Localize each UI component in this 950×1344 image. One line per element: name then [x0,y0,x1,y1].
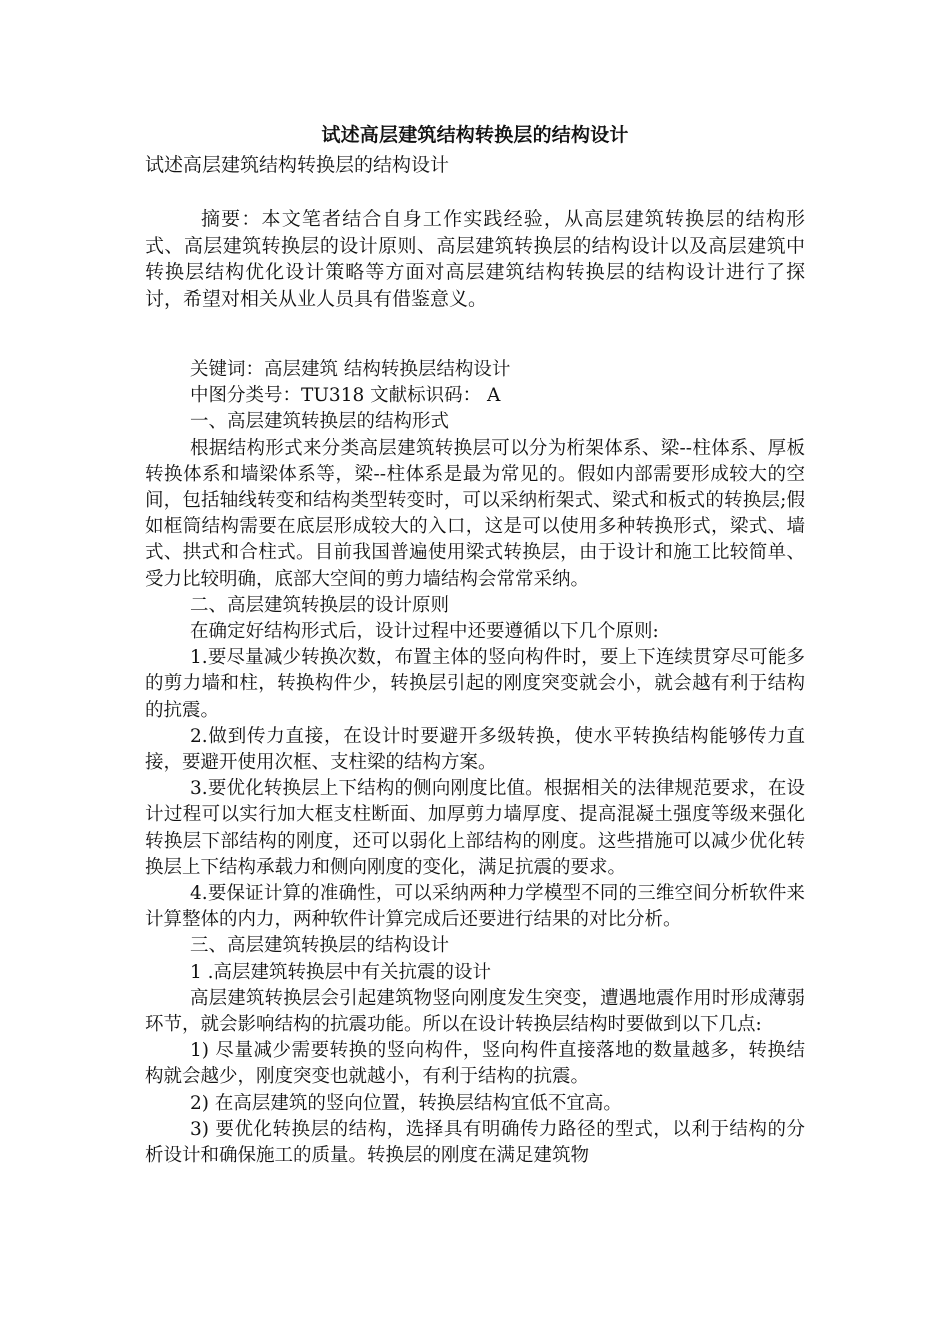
point-1: 1) 尽量减少需要转换的竖向构件，竖向构件直接落地的数量越多，转换结构就会越少，刚度突变也就越小，有利于结构的抗震。 [145,1040,805,1088]
document-subtitle: 试述高层建筑结构转换层的结构设计 [145,154,450,176]
principle-1: 1.要尽量减少转换次数，布置主体的竖向构件时，要上下连续贯穿尽可能多的剪力墙和柱，转换构件少，转换层引起的刚度突变就会小，就会越有利于结构的抗震。 [145,647,805,721]
principle-2: 2.做到传力直接，在设计时要避开多级转换，使水平转换结构能够传力直接，要避开使用次框、支柱梁的结构方案。 [145,725,805,774]
document-title: 试述高层建筑结构转换层的结构设计 [321,124,629,146]
section3-sub1-paragraph: 高层建筑转换层会引起建筑物竖向刚度发生突变，遭遇地震作用时形成薄弱环节，就会影响结构的抗震功能。所以在设计转换层结构时要做到以下几点: [145,987,805,1036]
abstract-paragraph: 摘要：本文笔者结合自身工作实践经验，从高层建筑转换层的结构形式、高层建筑转换层的设计原则、高层建筑转换层的结构设计以及高层建筑中转换层结构优化设计策略等方面对高层建筑结构转换层的结构设计进行了探讨，希望对相关从业人员具有借鉴意义。 [145,208,805,310]
point-2: 2) 在高层建筑的竖向位置，转换层结构宜低不宜高。 [190,1092,622,1114]
keywords-line: 关键词：高层建筑 结构转换层结构设计 [190,359,511,380]
section1-heading: 一、高层建筑转换层的结构形式 [190,411,450,433]
classification-line: 中图分类号：TU318 文献标识码： A [190,385,501,407]
section3-heading: 三、高层建筑转换层的结构设计 [190,935,450,957]
principle-3: 3.要优化转换层上下结构的侧向刚度比值。根据相关的法律规范要求，在设计过程可以实行加大框支柱断面、加厚剪力墙厚度、提高混凝土强度等级来强化转换层下部结构的刚度，还可以弱化上部结构的刚度。这些措施可以减少优化转换层上下结构承载力和侧向刚度的变化，满足抗震的要求。 [145,778,805,878]
principle-4: 4.要保证计算的准确性，可以采纳两种力学模型不同的三维空间分析软件来计算整体的内力，两种软件计算完成后还要进行结果的对比分析。 [145,883,805,931]
section2-intro: 在确定好结构形式后，设计过程中还要遵循以下几个原则: [190,621,659,643]
section2-heading: 二、高层建筑转换层的设计原则 [190,594,450,616]
section1-paragraph: 根据结构形式来分类高层建筑转换层可以分为桁架体系、梁--柱体系、厚板转换体系和墙梁体系等，梁--柱体系是最为常见的。假如内部需要形成较大的空间，包括轴线转变和结构类型转变时，可以采纳桁架式、梁式和板式的转换层;假如框筒结构需要在底层形成较大的入口，这是可以使用多种转换形式，梁式、墙式、拱式和合柱式。目前我国普遍使用梁式转换层，由于设计和施工比较简单、受力比较明确，底部大空间的剪力墙结构会常常采纳。 [145,437,805,590]
body-content [145,357,805,1169]
point-3: 3) 要优化转换层的结构，选择具有明确传力路径的型式，以利于结构的分析设计和确保施工的质量。转换层的刚度在满足建筑物 [145,1118,805,1167]
section3-subheading-1: 1 .高层建筑转换层中有关抗震的设计 [190,961,492,983]
document-page [145,118,805,1169]
